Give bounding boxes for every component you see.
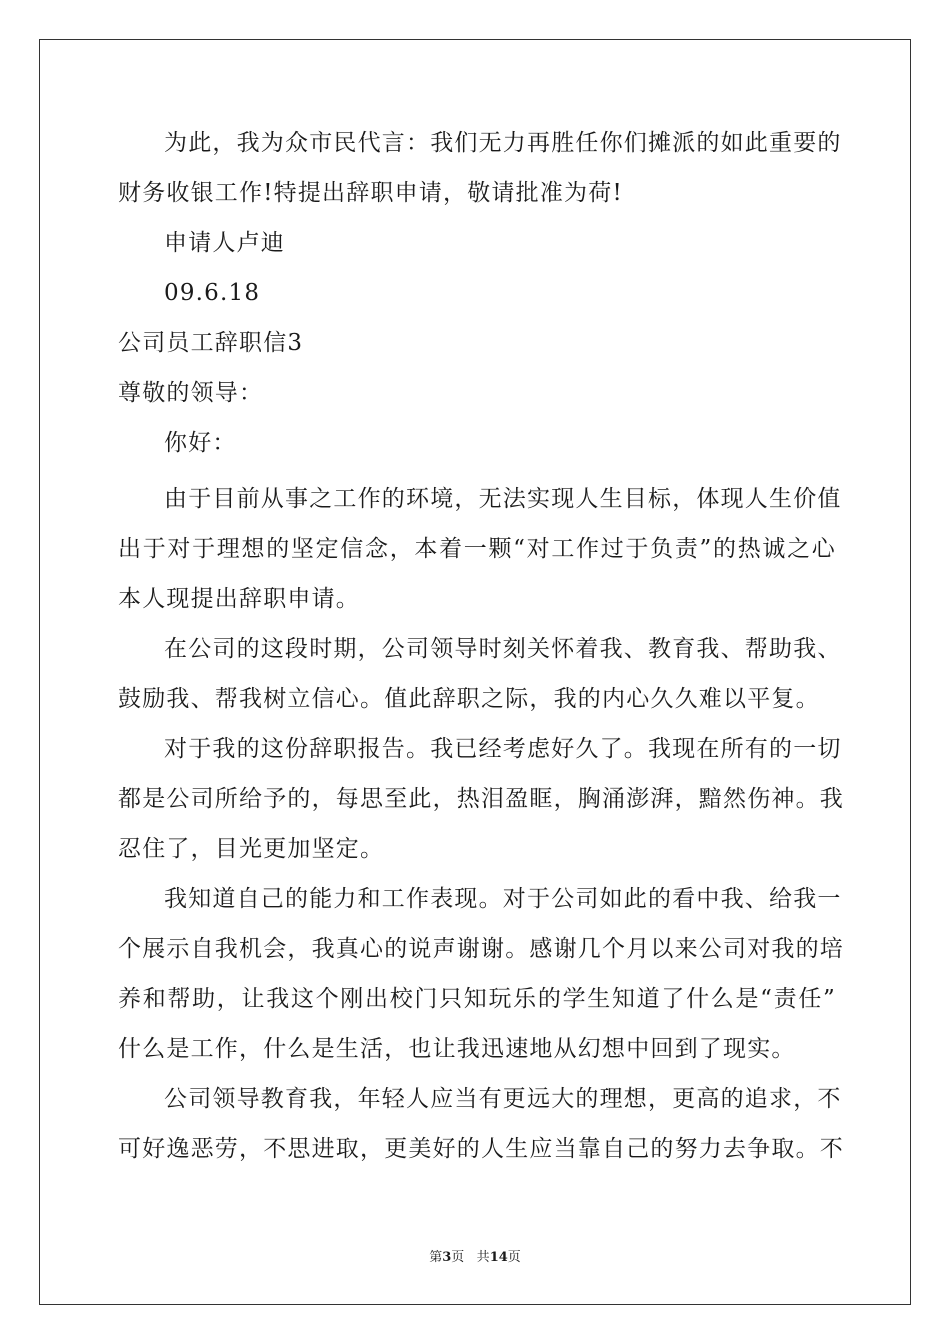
text-line: 什么是工作，什么是生活，也让我迅速地从幻想中回到了现实。 [118, 1036, 796, 1062]
text-line: 在公司的这段时期，公司领导时刻关怀着我、教育我、帮助我、 [164, 636, 842, 662]
total-prefix: 共 [476, 1250, 490, 1265]
text-line: 可好逸恶劳，不思进取，更美好的人生应当靠自己的努力去争取。不 [118, 1136, 844, 1162]
text-line: 财务收银工作!特提出辞职申请，敬请批准为荷! [118, 180, 623, 206]
section-heading: 公司员工辞职信3 [118, 330, 304, 356]
total-pages: 14 [489, 1250, 508, 1265]
text-line: 鼓励我、帮我树立信心。值此辞职之际，我的内心久久难以平复。 [118, 686, 820, 712]
text-line: 为此，我为众市民代言：我们无力再胜任你们摊派的如此重要的 [164, 130, 842, 156]
date-line: 09.6.18 [164, 280, 261, 306]
page-suffix: 页 [451, 1250, 465, 1265]
text-line: 养和帮助，让我这个刚出校门只知玩乐的学生知道了什么是“责任” [118, 986, 836, 1012]
greeting: 你好： [164, 430, 237, 456]
text-line: 出于对于理想的坚定信念，本着一颗“对工作过于负责”的热诚之心 [118, 536, 836, 562]
text-line: 都是公司所给予的，每思至此，热泪盈眶，胸涌澎湃，黯然伤神。我 [118, 786, 844, 812]
salutation: 尊敬的领导： [118, 380, 264, 406]
text-line: 由于目前从事之工作的环境，无法实现人生目标，体现人生价值 [164, 486, 842, 512]
page-footer [0, 1246, 950, 1265]
text-line: 对于我的这份辞职报告。我已经考虑好久了。我现在所有的一切 [164, 736, 842, 762]
total-suffix: 页 [507, 1250, 521, 1265]
text-line: 个展示自我机会，我真心的说声谢谢。感谢几个月以来公司对我的培 [118, 936, 844, 962]
page-prefix: 第 [429, 1250, 443, 1265]
page-number: 3 [442, 1250, 452, 1265]
text-line: 忍住了，目光更加坚定。 [118, 836, 385, 862]
text-line: 本人现提出辞职申请。 [118, 586, 360, 612]
text-line: 申请人卢迪 [164, 230, 285, 256]
text-line: 我知道自己的能力和工作表现。对于公司如此的看中我、给我一 [164, 886, 842, 912]
text-line: 公司领导教育我，年轻人应当有更远大的理想，更高的追求，不 [164, 1086, 842, 1112]
